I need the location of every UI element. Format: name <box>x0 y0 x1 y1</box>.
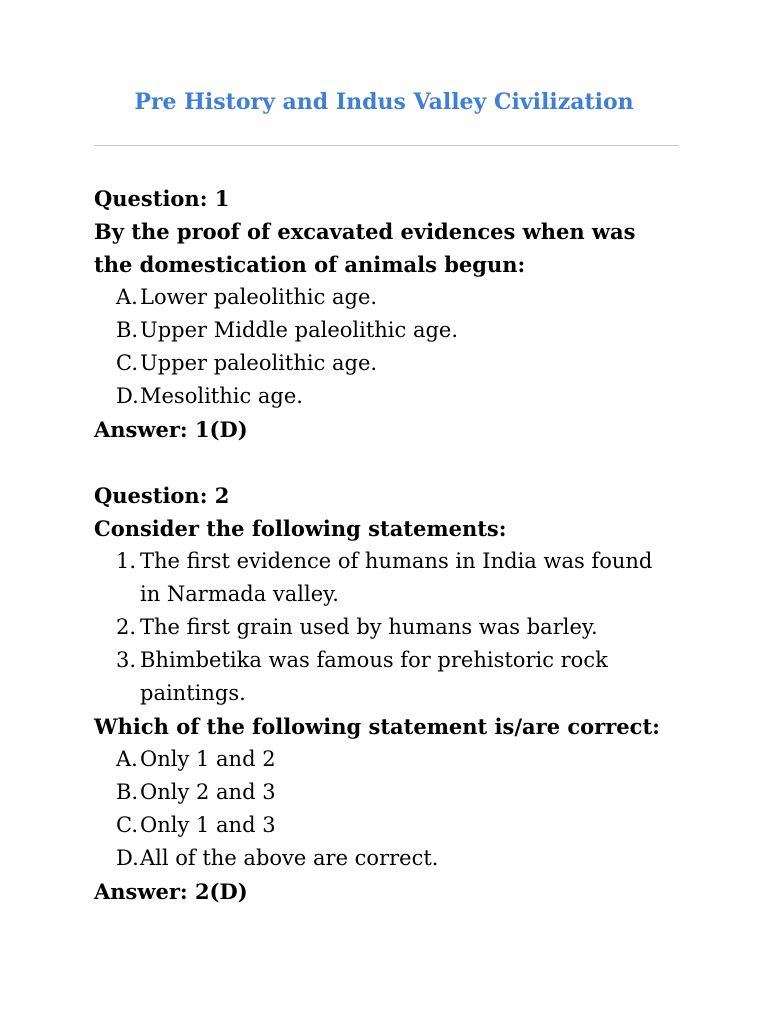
option-text: All of the above are correct. <box>140 846 439 870</box>
question-1-option-d <box>94 380 694 413</box>
option-text: Mesolithic age. <box>140 384 303 408</box>
option-label: B. <box>116 780 139 804</box>
question-2-statement-1 <box>94 545 694 611</box>
option-label: C. <box>116 813 138 837</box>
question-content <box>94 182 694 908</box>
question-2-answer: Answer: 2(D) <box>94 879 248 904</box>
title-divider <box>94 145 679 146</box>
option-label: A. <box>116 285 138 309</box>
option-text: Upper paleolithic age. <box>140 351 378 375</box>
spacer <box>94 446 694 479</box>
option-label: C. <box>116 351 138 375</box>
question-1-option-a <box>94 281 694 314</box>
statement-line: in Narmada valley. <box>140 582 339 606</box>
statement-text <box>140 644 608 710</box>
question-2-option-a <box>94 743 694 776</box>
option-text: Only 1 and 3 <box>140 813 276 837</box>
question-2-statement-3 <box>94 644 694 710</box>
statement-text <box>140 545 652 611</box>
statement-line: The first evidence of humans in India was found <box>140 549 653 573</box>
statement-label: 1. <box>116 549 137 573</box>
question-2-option-c <box>94 809 694 842</box>
page-title: Pre History and Indus Valley Civilization <box>134 89 634 115</box>
question-1-answer: Answer: 1(D) <box>94 417 248 442</box>
question-2-option-d <box>94 842 694 875</box>
statement-line: Bhimbetika was famous for prehistoric rock <box>140 648 608 672</box>
option-label: D. <box>116 846 139 870</box>
question-1-text-line-2: the domestication of animals begun: <box>94 252 526 277</box>
option-text: Lower paleolithic age. <box>140 285 378 309</box>
option-label: A. <box>116 747 138 771</box>
option-text: Only 1 and 2 <box>140 747 276 771</box>
question-1-text-line-1: By the proof of excavated evidences when was <box>94 219 636 244</box>
option-label: B. <box>116 318 139 342</box>
option-text: Upper Middle paleolithic age. <box>140 318 459 342</box>
statement-label: 3. <box>116 648 137 672</box>
option-text: Only 2 and 3 <box>140 780 276 804</box>
question-2-option-b <box>94 776 694 809</box>
question-2-prompt: Which of the following statement is/are correct: <box>94 714 660 739</box>
question-2-intro: Consider the following statements: <box>94 516 507 541</box>
question-2-statement-2 <box>94 611 694 644</box>
question-2-heading: Question: 2 <box>94 483 230 508</box>
question-1-option-c <box>94 347 694 380</box>
question-1-option-b <box>94 314 694 347</box>
statement-line: paintings. <box>140 681 246 705</box>
statement-text: The first grain used by humans was barley. <box>140 615 598 639</box>
option-label: D. <box>116 384 139 408</box>
question-1-heading: Question: 1 <box>94 186 230 211</box>
statement-label: 2. <box>116 615 137 639</box>
